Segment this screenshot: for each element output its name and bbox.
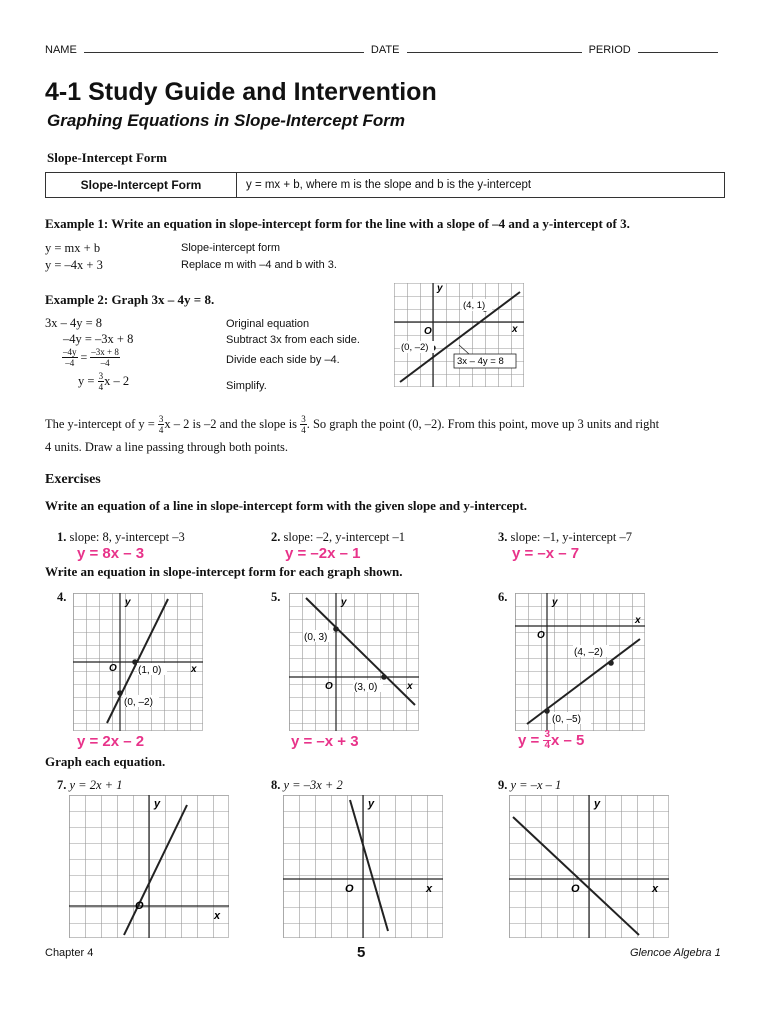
footer-chapter: Chapter 4 [45, 947, 94, 959]
example2-explanation-2: 4 units. Draw a line passing through both points. [45, 440, 289, 454]
g9-x-label: x [652, 883, 659, 895]
g7-x-label: x [214, 910, 221, 922]
header-line [45, 44, 735, 56]
y-axis-label: y [437, 283, 443, 294]
period-label: PERIOD [588, 44, 631, 56]
example2-eq2: –4y = –3x + 8 [63, 332, 134, 346]
example1-note1: Slope-intercept form [181, 242, 281, 254]
definition-box [45, 172, 725, 198]
definition-label: Slope-Intercept Form [46, 173, 237, 197]
period-blank[interactable] [638, 52, 718, 53]
g7-origin: O [135, 900, 144, 912]
exercise-6-num: 6. [498, 590, 508, 604]
g4-x-label: x [191, 664, 197, 675]
section-heading: Slope-Intercept Form [47, 150, 167, 165]
x-axis-label: x [512, 324, 518, 335]
point2-label: (0, –2) [401, 342, 429, 353]
answer-3: y = –x – 7 [512, 545, 580, 562]
g6-p2: (0, –5) [552, 714, 581, 725]
g5-origin: O [325, 681, 333, 692]
example2-note1: Original equation [226, 318, 310, 330]
point1-label: (4, 1) [463, 300, 486, 311]
example2-note4: Simplify. [226, 380, 267, 392]
page-title: 4-1 Study Guide and Intervention [45, 78, 437, 106]
origin-label: O [424, 326, 432, 337]
example2-note3: Divide each side by –4. [226, 354, 340, 366]
g6-origin: O [537, 630, 545, 641]
example1-eq2: y = –4x + 3 [45, 258, 103, 272]
exercise-1: 1. slope: 8, y-intercept –3 [57, 530, 185, 544]
g9-origin: O [571, 883, 580, 895]
example2-heading: Example 2: Graph 3x – 4y = 8. [45, 292, 215, 307]
g8-origin: O [345, 883, 354, 895]
line-8 [350, 800, 388, 931]
g4-y-label: y [125, 597, 131, 608]
g6-x-label: x [635, 615, 641, 626]
g7-y-label: y [154, 798, 161, 810]
g5-p2: (3, 0) [354, 682, 378, 693]
exercise-7: 7. y = 2x + 1 [57, 778, 123, 792]
exercise-5-num: 5. [271, 590, 281, 604]
instruction-2: Write an equation in slope-intercept form for each graph shown. [45, 564, 403, 579]
exercise-8: 8. y = –3x + 2 [271, 778, 343, 792]
example2-explanation: The y-intercept of y = $\frac{3}{4}$ x – 2 is –2 and the slope is $\frac{3}{4}$ . So graph the point (0, –2). From this point, move up 3 units and right [45, 414, 660, 435]
g4-origin: O [109, 663, 117, 674]
graph-8[interactable] [283, 795, 443, 938]
g9-y-label: y [594, 798, 601, 810]
example1-heading: Example 1: Write an equation in slope-intercept form for the line with a slope of –4 and a y-intercept of 3. [45, 216, 630, 231]
footer-book: Glencoe Algebra 1 [630, 947, 721, 959]
exercise-3: 3. slope: –1, y-intercept –7 [498, 530, 632, 544]
line-9 [513, 817, 639, 935]
exercise-2: 2. slope: –2, y-intercept –1 [271, 530, 405, 544]
line-label: 3x – 4y = 8 [457, 356, 504, 367]
g8-y-label: y [368, 798, 375, 810]
example1-eq1: y = mx + b [45, 241, 101, 255]
g8-x-label: x [426, 883, 433, 895]
answer-2: y = –2x – 1 [285, 545, 361, 562]
g6-p1: (4, –2) [574, 647, 603, 658]
page-subtitle: Graphing Equations in Slope-Intercept Form [47, 111, 405, 130]
exercises-heading: Exercises [45, 472, 101, 487]
example1-note2: Replace m with –4 and b with 3. [181, 259, 337, 271]
g4-p1: (1, 0) [138, 665, 162, 676]
answer-6: y = $\frac{3}{4}$ x – 5 [518, 729, 585, 751]
graph-4 [73, 593, 203, 731]
date-blank[interactable] [407, 52, 582, 53]
example2-eq3: $\frac{-4y}{-4}$ = $\frac{-3x + 8}{-4}$ [63, 347, 119, 368]
g6-y-label: y [552, 597, 558, 608]
example2-eq4: y = $\frac{3}{4}$ x – 2 [78, 371, 130, 392]
example2-graph [394, 283, 524, 387]
graph-9[interactable] [509, 795, 669, 938]
name-label: NAME [45, 44, 77, 56]
graph-7[interactable] [69, 795, 229, 938]
date-label: DATE [370, 44, 400, 56]
instruction-3: Graph each equation. [45, 754, 166, 769]
instruction-1: Write an equation of a line in slope-intercept form with the given slope and y-intercept. [45, 498, 528, 513]
name-blank[interactable] [84, 52, 364, 53]
g5-y-label: y [341, 597, 347, 608]
answer-5: y = –x + 3 [291, 733, 359, 750]
g4-p2: (0, –2) [124, 697, 153, 708]
example2-eq1: 3x – 4y = 8 [45, 316, 103, 330]
exercise-4-num: 4. [57, 590, 67, 604]
definition-text: y = mx + b, where m is the slope and b is the y-intercept [246, 179, 532, 191]
example2-note2: Subtract 3x from each side. [226, 334, 360, 346]
graph-6 [515, 593, 645, 731]
g5-p1: (0, 3) [304, 632, 328, 643]
graph-5 [289, 593, 419, 731]
answer-4: y = 2x – 2 [77, 733, 145, 750]
answer-1: y = 8x – 3 [77, 545, 145, 562]
footer-page-number: 5 [357, 944, 366, 961]
graphed-line [400, 292, 520, 382]
g5-x-label: x [407, 681, 413, 692]
exercise-9: 9. y = –x – 1 [498, 778, 562, 792]
